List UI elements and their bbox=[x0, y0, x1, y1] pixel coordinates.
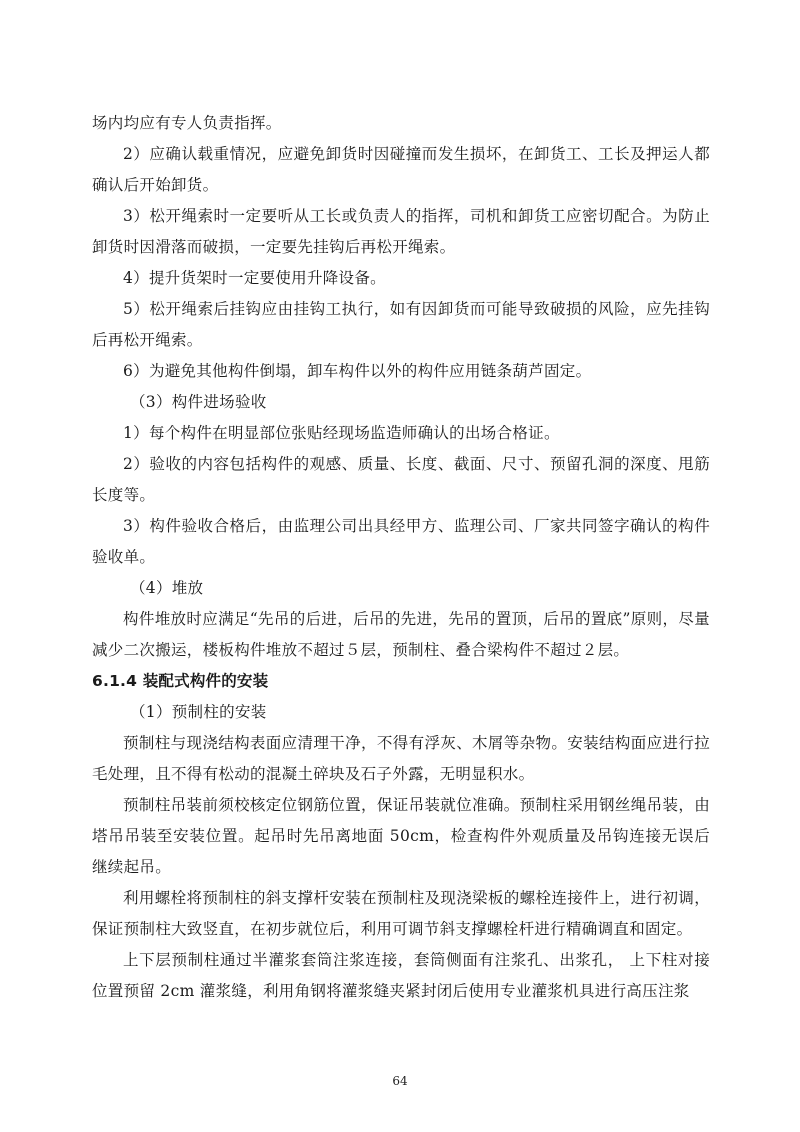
section-heading: 6.1.4 装配式构件的安装 bbox=[92, 672, 269, 690]
paragraph: 3）构件验收合格后，由监理公司出具经甲方、监理公司、厂家共同签字确认的构件验收单。 bbox=[92, 517, 710, 566]
paragraph: 构件堆放时应满足“先吊的后进，后吊的先进，先吊的置顶，后吊的置底”原则，尽量减少二次搬运，楼板构件堆放不超过５层，预制柱、叠合梁构件不超过２层。 bbox=[92, 610, 710, 659]
paragraph: 场内均应有专人负责指挥。 bbox=[92, 114, 282, 132]
subsection-title: （1）预制柱的安装 bbox=[130, 703, 267, 721]
paragraph: 2）验收的内容包括构件的观感、质量、长度、截面、尺寸、预留孔洞的深度、甩筋长度等。 bbox=[92, 455, 710, 504]
subsection-title: （4）堆放 bbox=[130, 579, 204, 597]
paragraph: 预制柱吊装前须校核定位钢筋位置，保证吊装就位准确。预制柱采用钢丝绳吊装，由塔吊吊装至安装位置。起吊时先吊离地面 50cm，检查构件外观质量及吊钩连接无误后继续起吊。 bbox=[92, 796, 710, 876]
paragraph: 1）每个构件在明显部位张贴经现场监造师确认的出场合格证。 bbox=[123, 424, 560, 442]
page-body bbox=[92, 108, 710, 1007]
paragraph: 5）松开绳索后挂钩应由挂钩工执行，如有因卸货而可能导致破损的风险，应先挂钩后再松开绳索。 bbox=[92, 300, 710, 349]
paragraph: 4）提升货架时一定要使用升降设备。 bbox=[123, 269, 386, 287]
paragraph: 预制柱与现浇结构表面应清理干净，不得有浮灰、木屑等杂物。安装结构面应进行拉毛处理，且不得有松动的混凝土碎块及石子外露，无明显积水。 bbox=[92, 734, 710, 783]
page-number: 64 bbox=[392, 1074, 408, 1088]
paragraph: 6）为避免其他构件倒塌，卸车构件以外的构件应用链条葫芦固定。 bbox=[123, 362, 592, 380]
subsection-title: （3）构件进场验收 bbox=[130, 393, 267, 411]
paragraph: 上下层预制柱通过半灌浆套筒注浆连接，套筒侧面有注浆孔、出浆孔， 上下柱对接位置预留 2cm 灌浆缝，利用角钢将灌浆缝夹紧封闭后使用专业灌浆机具进行高压注浆 bbox=[92, 951, 710, 1000]
paragraph: 2）应确认载重情况，应避免卸货时因碰撞而发生损坏，在卸货工、工长及押运人都确认后开始卸货。 bbox=[92, 145, 710, 194]
paragraph: 利用螺栓将预制柱的斜支撑杆安装在预制柱及现浇梁板的螺栓连接件上，进行初调，保证预制柱大致竖直，在初步就位后，利用可调节斜支撑螺栓杆进行精确调直和固定。 bbox=[92, 889, 710, 938]
paragraph: 3）松开绳索时一定要听从工长或负责人的指挥，司机和卸货工应密切配合。为防止卸货时因滑落而破损，一定要先挂钩后再松开绳索。 bbox=[92, 207, 710, 256]
